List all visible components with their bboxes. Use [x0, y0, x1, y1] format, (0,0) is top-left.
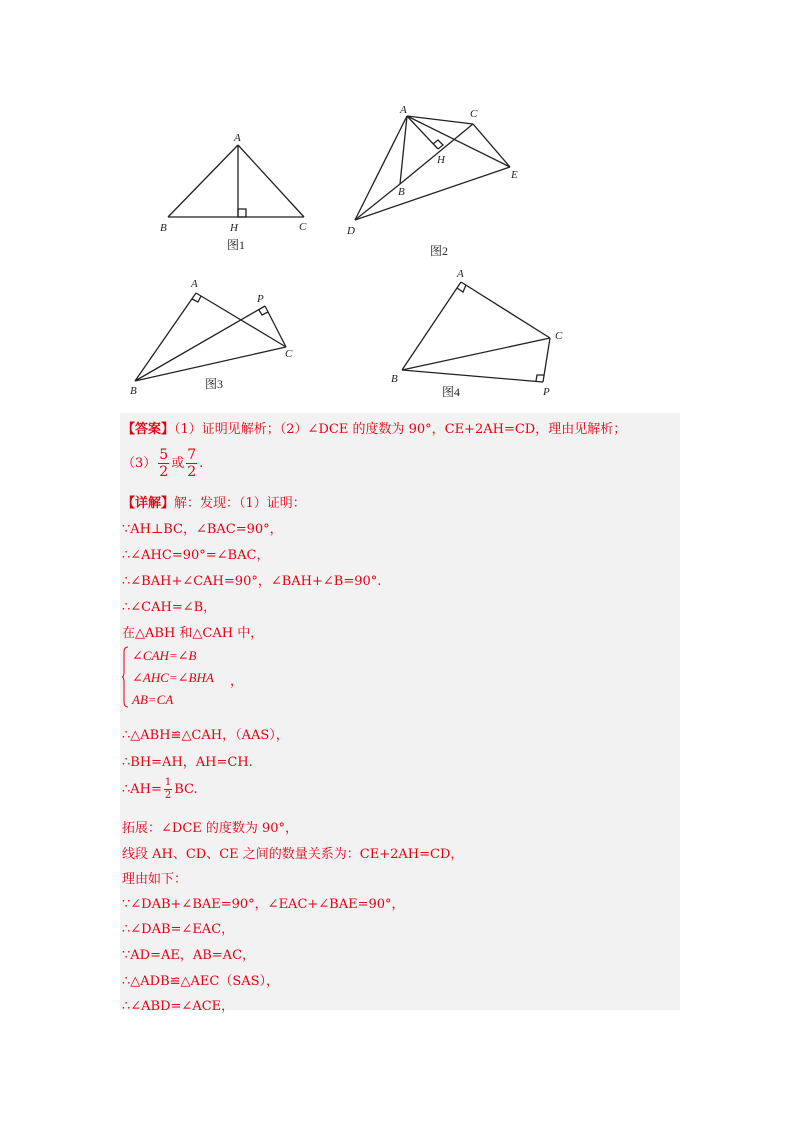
half-denominator: 2 [164, 790, 172, 801]
fraction-one-half [164, 778, 172, 801]
figure-1-diagram [150, 125, 350, 255]
answer-part3-prefix: （3） [122, 456, 157, 471]
fraction-seven-halves [186, 448, 197, 479]
frac2-denominator: 2 [187, 464, 197, 480]
fig1-label-h: H [230, 222, 238, 234]
fig2-label-d: D [347, 225, 355, 237]
half-numerator: 1 [164, 777, 172, 788]
answer-line2-end: . [199, 456, 204, 471]
system-row: ∠AHC=∠BHA [132, 670, 214, 685]
fig4-caption: 图4 [442, 385, 461, 399]
figure-2 [340, 100, 540, 265]
fig4-label-a: A [457, 268, 464, 280]
fig3-label-a: A [191, 278, 198, 290]
answer-line-2 [122, 448, 203, 479]
system-row: ∠CAH=∠B [132, 648, 197, 663]
fig2-label-h: H [437, 154, 445, 166]
fig3-label-b: B [130, 385, 137, 397]
fig1-caption: 图1 [227, 238, 246, 252]
system-row: AB=CA [132, 692, 174, 707]
half-prefix: ∴AH= [122, 782, 162, 797]
figure-4-diagram [385, 262, 575, 402]
fig1-label-c: C [299, 221, 307, 233]
fig2-label-a: A [400, 104, 407, 116]
fig3-label-c: C [285, 348, 293, 360]
answer-text-1: （1）证明见解析；（2）∠DCE 的度数为 90°，CE+2AH=CD，理由见解析； [174, 422, 627, 437]
fig2-label-e: E [511, 169, 518, 181]
fig3-caption: 图3 [205, 377, 224, 391]
figure-3-diagram [125, 272, 315, 402]
solution-line: 理由如下： [122, 872, 188, 887]
figure-3 [125, 272, 315, 402]
frac1-numerator: 5 [159, 447, 169, 463]
fig4-label-p: P [543, 386, 550, 398]
solution-line: ∵AH⊥BC，∠BAC=90°， [122, 522, 283, 537]
solution-line: ∴∠ABD=∠ACE， [122, 999, 235, 1014]
solution-intro: 解：发现：（1）证明： [174, 496, 306, 511]
solution-line: ∵∠DAB+∠BAE=90°，∠EAC+∠BAE=90°， [122, 897, 405, 912]
solution-line: ∴∠DAB=∠EAC， [122, 922, 235, 937]
fig1-label-b: B [160, 222, 167, 234]
fig2-caption: 图2 [430, 244, 449, 258]
fig3-label-p: P [257, 293, 264, 305]
frac1-denominator: 2 [159, 464, 169, 480]
solution-line: ∴∠BAH+∠CAH=90°，∠BAH+∠B=90°. [122, 574, 382, 589]
half-suffix: BC. [174, 782, 198, 797]
answer-tag: 【答案】 [122, 422, 175, 437]
fraction-five-halves [158, 448, 169, 479]
solution-line: ∴BH=AH，AH=CH. [122, 755, 253, 770]
figure-1 [150, 125, 350, 255]
solution-line: ∴△ADB≌△AEC（SAS）， [122, 974, 280, 989]
solution-tag: 【详解】 [122, 496, 175, 511]
frac2-numerator: 7 [187, 447, 197, 463]
figure-4 [385, 262, 575, 402]
figure-2-diagram [340, 100, 540, 265]
left-brace [122, 646, 128, 708]
system-comma: ， [230, 673, 244, 688]
fig2-label-b: B [398, 186, 405, 198]
fig4-label-c: C [555, 330, 563, 342]
fig2-label-c: C [470, 108, 478, 120]
or-word: 或 [171, 456, 185, 471]
solution-intro-line [122, 492, 306, 511]
solution-line: 在△ABH 和△CAH 中， [122, 626, 264, 641]
answer-line-1 [122, 418, 626, 437]
solution-line: ∴∠CAH=∠B， [122, 600, 217, 615]
solution-line: 线段 AH、CD、CE 之间的数量关系为：CE+2AH=CD， [122, 847, 464, 862]
fig4-label-b: B [391, 373, 398, 385]
solution-line: ∵AD=AE，AB=AC， [122, 948, 256, 963]
fig1-label-a: A [234, 132, 241, 144]
solution-line: ∴△ABH≌△CAH，（AAS）， [122, 728, 289, 743]
solution-line: ∴∠AHC=90°=∠BAC， [122, 548, 270, 563]
solution-line: 拓展：∠DCE 的度数为 90°， [122, 821, 299, 836]
half-bc-line [122, 778, 198, 801]
